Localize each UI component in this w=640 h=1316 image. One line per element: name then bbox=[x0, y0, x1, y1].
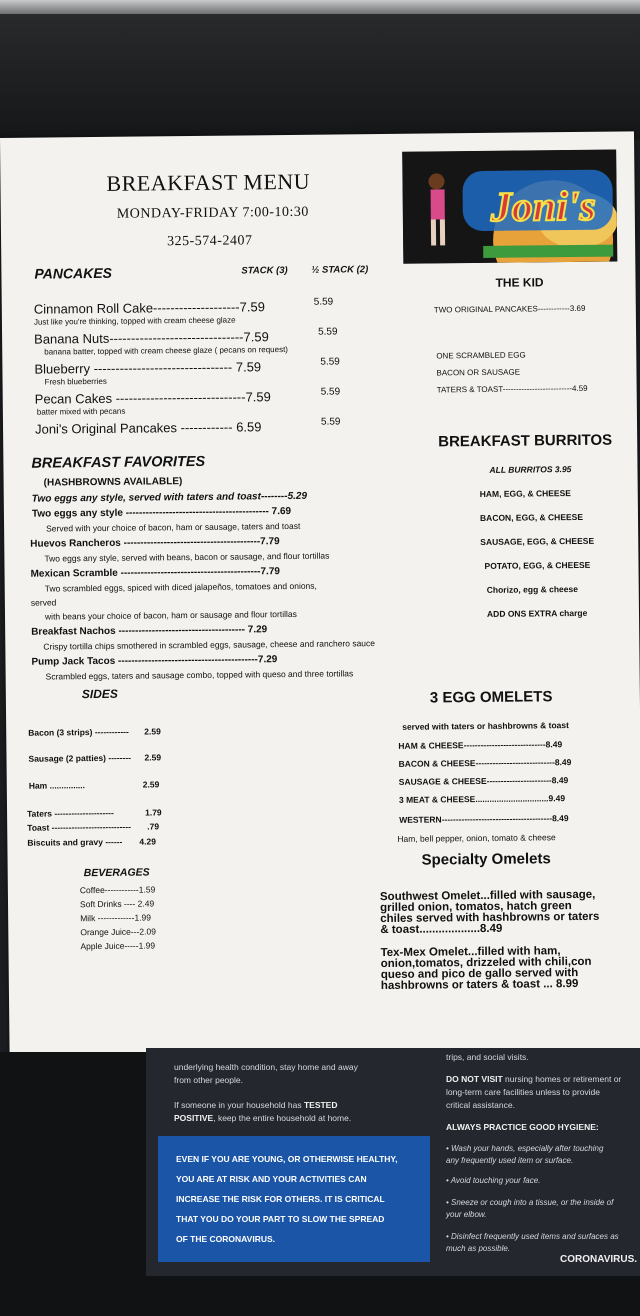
pancake-item-desc: banana batter, topped with cream cheese glaze ( pecans on request) bbox=[44, 344, 288, 357]
side-item-price: 2.59 bbox=[144, 726, 161, 737]
pancake-item-name: Blueberry -------------------------------- 7.59 bbox=[34, 359, 262, 377]
hygiene-bullet: much as possible. bbox=[446, 1244, 511, 1253]
warning-line: OF THE CORONAVIRUS. bbox=[176, 1234, 276, 1244]
side-item-name: Bacon (3 strips) ------------ bbox=[28, 726, 129, 738]
burrito-line: Chorizo, egg & cheese bbox=[486, 583, 578, 595]
pancake-item-name: Cinnamon Roll Cake--------------------7.59 bbox=[33, 299, 265, 317]
poster-text bbox=[174, 1100, 337, 1110]
burrito-line: POTATO, EGG, & CHEESE bbox=[484, 559, 591, 571]
omelets-subheading: served with taters or hashbrowns & toast bbox=[402, 720, 569, 732]
frame-edge bbox=[0, 0, 640, 14]
western-description: Ham, bell pepper, onion, tomato & cheese bbox=[397, 832, 556, 844]
menu-title: BREAKFAST MENU bbox=[106, 168, 311, 196]
favorites-subheading: (HASHBROWNS AVAILABLE) bbox=[43, 476, 183, 489]
pancake-item-half-price: 5.59 bbox=[313, 296, 334, 308]
side-item-price: 1.79 bbox=[145, 807, 162, 818]
pancake-item-desc: Fresh blueberries bbox=[44, 376, 107, 387]
pancake-item-desc: Just like you're thinking, topped with cream cheese glaze bbox=[33, 315, 236, 327]
beverage-item: Orange Juice---2.09 bbox=[80, 926, 156, 938]
beverage-item: Coffee------------1.59 bbox=[79, 884, 156, 896]
favorites-line: Huevos Rancheros -----------------------------------------7.79 bbox=[30, 536, 280, 550]
warning-line: EVEN IF YOU ARE YOUNG, OR OTHERWISE HEALTHY, bbox=[176, 1154, 398, 1164]
stack-column-header: STACK (3) bbox=[241, 264, 288, 277]
tex-mex-omelet bbox=[381, 946, 592, 992]
pancake-item-name: Joni's Original Pancakes ------------ 6.59 bbox=[34, 419, 262, 437]
side-item-price: .79 bbox=[147, 821, 160, 832]
side-item-name: Sausage (2 patties) -------- bbox=[28, 752, 132, 764]
side-item-price: 2.59 bbox=[144, 752, 162, 763]
kid-line: TWO ORIGINAL PANCAKES------------3.69 bbox=[433, 303, 586, 315]
omelet-item: BACON & CHEESE----------------------------8.49 bbox=[398, 757, 572, 769]
menu-sheet bbox=[0, 131, 640, 1056]
omelets-heading: 3 EGG OMELETS bbox=[429, 688, 553, 707]
southwest-omelet bbox=[380, 890, 600, 936]
hygiene-bullet: your elbow. bbox=[446, 1210, 487, 1219]
tex-mex-line: Tex-Mex Omelet...filled with ham, bbox=[380, 945, 561, 960]
poster-text: critical assistance. bbox=[446, 1100, 515, 1110]
side-item-price: 4.29 bbox=[139, 836, 156, 847]
poster-text bbox=[174, 1113, 351, 1123]
hygiene-heading: ALWAYS PRACTICE GOOD HYGIENE: bbox=[446, 1122, 599, 1132]
pancake-item-half-price: 5.59 bbox=[320, 356, 340, 368]
burrito-line: SAUSAGE, EGG, & CHEESE bbox=[480, 535, 595, 547]
pancake-item-desc: batter mixed with pecans bbox=[36, 406, 126, 417]
favorites-line: Mexican Scramble ------------------------------------------7.79 bbox=[30, 566, 280, 580]
hygiene-bullet: • Avoid touching your face. bbox=[446, 1176, 541, 1185]
burritos-heading: BREAKFAST BURRITOS bbox=[438, 431, 613, 451]
southwest-line: & toast...................8.49 bbox=[380, 922, 503, 937]
warning-line: THAT YOU DO YOUR PART TO SLOW THE SPREAD bbox=[176, 1214, 385, 1224]
omelet-item: SAUSAGE & CHEESE-----------------------8.49 bbox=[398, 775, 569, 787]
poster-text: underlying health condition, stay home and away bbox=[174, 1062, 358, 1072]
pancake-item-name: Pecan Cakes ------------------------------7.59 bbox=[34, 389, 271, 407]
favorites-line: Two eggs any style ------------------------------------------- 7.69 bbox=[31, 505, 292, 520]
burrito-line: HAM, EGG, & CHEESE bbox=[479, 488, 571, 499]
half-stack-column-header: ½ STACK (2) bbox=[311, 264, 369, 276]
pancake-item-half-price: 5.59 bbox=[317, 326, 338, 338]
poster-text: long-term care facilities unless to provide bbox=[446, 1087, 601, 1097]
southwest-line: chiles served with hashbrowns or taters bbox=[380, 910, 600, 926]
favorites-line: Breakfast Nachos -------------------------------------- 7.29 bbox=[31, 624, 268, 638]
tex-mex-line: hashbrowns or taters & toast ... 8.99 bbox=[380, 977, 579, 993]
favorites-line: Two eggs any style, served with taters and toast--------5.29 bbox=[31, 490, 308, 505]
poster-text-a: If someone in your household has bbox=[174, 1100, 304, 1110]
svg-text:Joni's: Joni's bbox=[490, 183, 597, 231]
logo-graphic bbox=[402, 150, 617, 264]
poster-text bbox=[446, 1074, 621, 1084]
poster-text-bold: POSITIVE bbox=[174, 1113, 214, 1123]
favorites-line: Two eggs any style, served with beans, bacon or sausage, and flour tortillas bbox=[44, 550, 330, 564]
side-item-price: 2.59 bbox=[142, 779, 160, 790]
favorites-line: Served with your choice of bacon, ham or sausage, taters and toast bbox=[46, 520, 301, 534]
southwest-line: grilled onion, tomatos, hatch green bbox=[380, 900, 572, 915]
poster-text-b: , keep the entire household at home. bbox=[213, 1113, 352, 1123]
tex-mex-line: onion,tomatos, drizzeled with chili,con bbox=[380, 955, 592, 971]
favorites-line: with beans your choice of bacon, ham or sausage and flour tortillas bbox=[44, 608, 297, 622]
favorites-heading: BREAKFAST FAVORITES bbox=[31, 453, 206, 472]
restaurant-logo bbox=[402, 150, 617, 264]
kid-line: ONE SCRAMBLED EGG bbox=[436, 350, 526, 361]
poster-text: trips, and social visits. bbox=[446, 1052, 529, 1062]
tex-mex-line: queso and pico de gallo served with bbox=[380, 966, 579, 982]
poster-footer: CORONAVIRUS. bbox=[560, 1254, 638, 1265]
warning-box bbox=[158, 1136, 430, 1262]
favorites-line: Two scrambled eggs, spiced with diced jalapeños, tomatoes and onions, bbox=[44, 580, 317, 594]
kid-heading: THE KID bbox=[495, 275, 544, 290]
omelet-item: HAM & CHEESE-----------------------------8.49 bbox=[398, 739, 563, 751]
beverage-item: Apple Juice-----1.99 bbox=[80, 940, 156, 952]
burrito-line: ADD ONS EXTRA charge bbox=[486, 607, 588, 619]
favorites-line: served bbox=[30, 597, 57, 608]
side-item-name: Taters --------------------- bbox=[27, 807, 114, 819]
pancakes-heading: PANCAKES bbox=[34, 264, 113, 282]
burrito-line: BACON, EGG, & CHEESE bbox=[479, 511, 584, 523]
poster-text-bold: DO NOT VISIT bbox=[446, 1074, 503, 1084]
kid-line: TATERS & TOAST--------------------------4.59 bbox=[436, 383, 588, 395]
beverage-item: Soft Drinks ---- 2.49 bbox=[79, 898, 155, 910]
kid-line: BACON OR SAUSAGE bbox=[436, 367, 521, 378]
side-item-name: Ham ............... bbox=[28, 780, 86, 791]
hygiene-bullet: any frequently used item or surface. bbox=[446, 1156, 574, 1165]
warning-line: YOU ARE AT RISK AND YOUR ACTIVITIES CAN bbox=[176, 1174, 367, 1184]
sides-heading: SIDES bbox=[81, 686, 118, 702]
side-item-name: Biscuits and gravy ------ bbox=[27, 836, 123, 848]
hygiene-bullet: • Sneeze or cough into a tissue, or the inside of bbox=[446, 1198, 614, 1207]
hygiene-bullet: • Disinfect frequently used items and surfaces as bbox=[446, 1232, 619, 1241]
favorites-line: Pump Jack Tacos ------------------------------------------7.29 bbox=[31, 654, 278, 668]
pancake-item-half-price: 5.59 bbox=[320, 386, 341, 398]
side-item-name: Toast ---------------------------- bbox=[27, 821, 131, 833]
specialty-heading: Specialty Omelets bbox=[421, 850, 551, 869]
beverage-item: Milk -------------1.99 bbox=[80, 912, 152, 924]
omelet-item: 3 MEAT & CHEESE...............................9.49 bbox=[398, 793, 566, 805]
phone-number: 325-574-2407 bbox=[167, 233, 253, 250]
hygiene-bullet: • Wash your hands, especially after touching bbox=[446, 1144, 604, 1153]
omelet-item: WESTERN---------------------------------------8.49 bbox=[399, 813, 569, 825]
warning-line: INCREASE THE RISK FOR OTHERS. IT IS CRITICAL bbox=[176, 1194, 385, 1204]
poster-text: from other people. bbox=[174, 1075, 243, 1085]
burrito-line: ALL BURRITOS 3.95 bbox=[489, 464, 572, 475]
pancake-item-half-price: 5.59 bbox=[320, 416, 341, 428]
favorites-line: Crispy tortilla chips smothered in scrambled eggs, sausage, cheese and ranchero sauce bbox=[43, 638, 376, 652]
hours: MONDAY-FRIDAY 7:00-10:30 bbox=[116, 204, 309, 222]
poster-text-bold: TESTED bbox=[303, 1100, 338, 1110]
favorites-line: Scrambled eggs, taters and sausage combo, topped with queso and three tortillas bbox=[45, 668, 354, 682]
southwest-line: Southwest Omelet...filled with sausage, bbox=[379, 888, 596, 904]
poster-text-b: nursing homes or retirement or bbox=[502, 1074, 622, 1084]
pancake-item-name: Banana Nuts-------------------------------7.59 bbox=[34, 329, 269, 347]
coronavirus-poster bbox=[146, 1048, 640, 1276]
beverages-heading: BEVERAGES bbox=[83, 866, 150, 880]
background-top bbox=[0, 0, 640, 140]
